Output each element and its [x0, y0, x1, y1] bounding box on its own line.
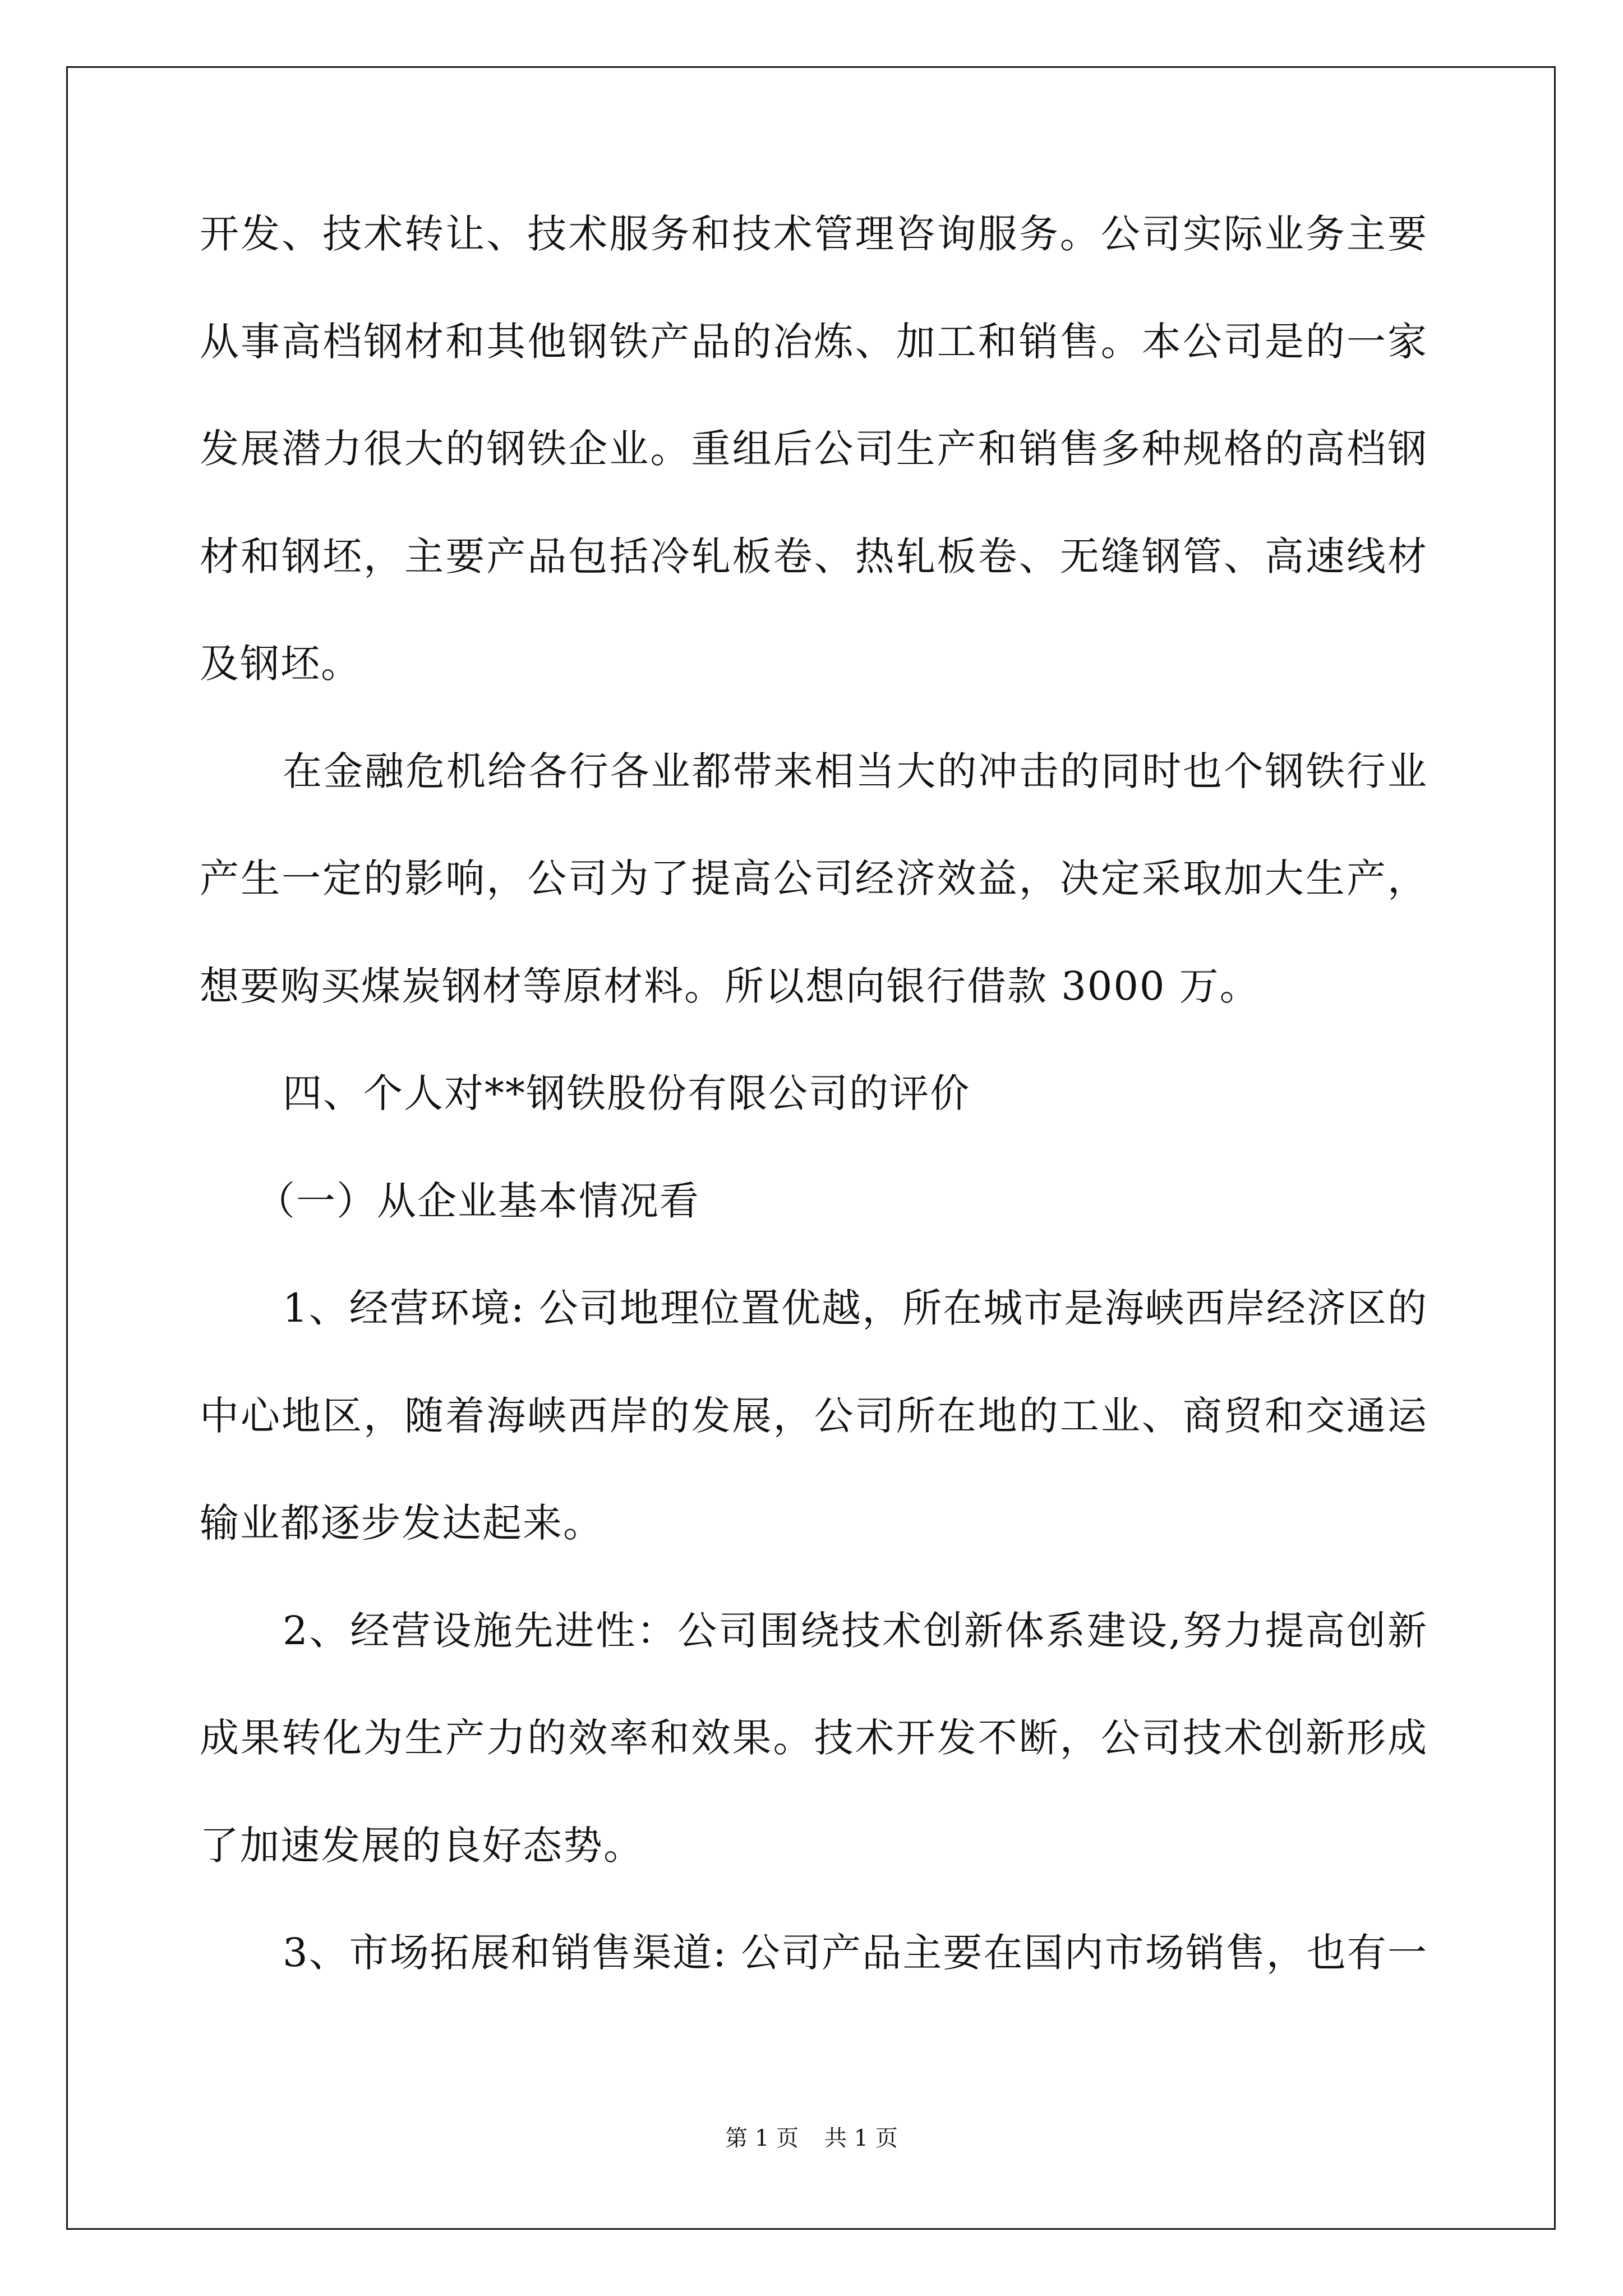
- subsection-heading: （一）从企业基本情况看: [256, 1177, 700, 1224]
- page-total: 共 1 页: [824, 2125, 898, 2151]
- page-number: 第 1 页: [725, 2125, 799, 2151]
- text-line: 成果转化为生产力的效率和效果。技术开发不断，公司技术创新形成: [200, 1715, 1428, 1761]
- text-line: 想要购买煤炭钢材等原材料。所以想向银行借款 3000 万。: [200, 963, 1260, 1009]
- text-line: 发展潜力很大的钢铁企业。重组后公司生产和销售多种规格的高档钢: [200, 426, 1428, 472]
- text-line: 输业都逐步发达起来。: [200, 1500, 603, 1546]
- text-line: 及钢坯。: [200, 641, 361, 687]
- text-line: 3、市场拓展和销售渠道: 公司产品主要在国内市场销售，也有一: [283, 1930, 1428, 1976]
- document-body: [200, 211, 1428, 2041]
- text-line: 材和钢坯，主要产品包括冷轧板卷、热轧板卷、无缝钢管、高速线材: [200, 533, 1428, 579]
- text-line: 2、经营设施先进性：公司围绕技术创新体系建设,努力提高创新: [283, 1607, 1428, 1654]
- text-line: 从事高档钢材和其他钢铁产品的冶炼、加工和销售。本公司是的一家: [200, 318, 1428, 365]
- text-line: 中心地区，随着海峡西岸的发展，公司所在地的工业、商贸和交通运: [200, 1392, 1428, 1439]
- text-line: 了加速发展的良好态势。: [200, 1822, 644, 1869]
- text-line: 在金融危机给各行各业都带来相当大的冲击的同时也个钢铁行业: [283, 748, 1428, 794]
- page-footer: [0, 2127, 1623, 2150]
- text-line: 开发、技术转让、技术服务和技术管理咨询服务。公司实际业务主要: [200, 211, 1428, 257]
- text-line: 1、经营环境: 公司地理位置优越，所在城市是海峡西岸经济区的: [283, 1285, 1428, 1331]
- section-heading: 四、个人对**钢铁股份有限公司的评价: [283, 1070, 970, 1116]
- text-line: 产生一定的影响，公司为了提高公司经济效益，决定采取加大生产，: [200, 855, 1428, 901]
